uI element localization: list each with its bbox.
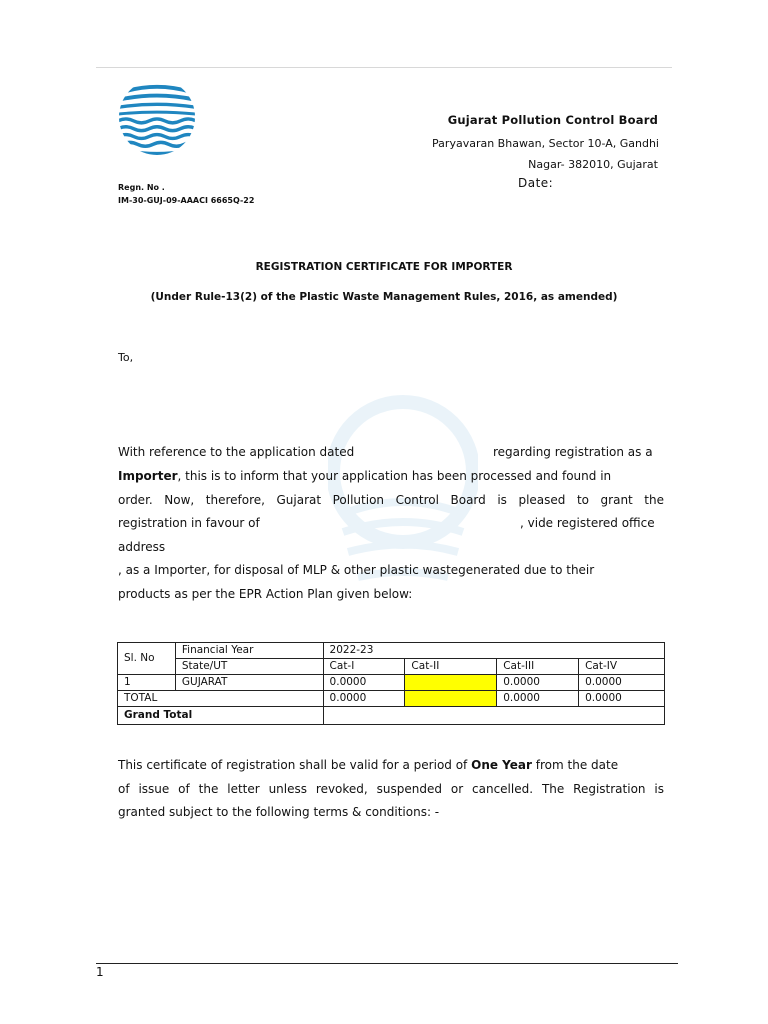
- header-financial-year: Financial Year: [175, 643, 323, 659]
- certificate-title: REGISTRATION CERTIFICATE FOR IMPORTER: [255, 261, 513, 273]
- gpcb-logo: [118, 78, 196, 156]
- board-name: Gujarat Pollution Control Board: [447, 113, 658, 127]
- epr-target-table: [117, 642, 665, 725]
- table-row: [118, 675, 665, 691]
- address-line-1: Paryavaran Bhawan, Sector 10-A, Gandhi: [432, 137, 659, 150]
- body-line-6: , as a Importer, for disposal of MLP & other plastic wastegenerated due to their: [118, 563, 595, 577]
- validity-line-1: [118, 754, 664, 778]
- header-cat-3: Cat-III: [497, 659, 579, 675]
- body-line-2: [118, 465, 664, 489]
- row1-state: GUJARAT: [175, 675, 323, 691]
- total-cat-4: 0.0000: [579, 691, 665, 707]
- validity-line-2: of issue of the letter unless revoked, suspended or cancelled. The Registration is: [118, 782, 664, 796]
- row1-cat-3: 0.0000: [497, 675, 579, 691]
- row1-slno: 1: [118, 675, 176, 691]
- table-row: [118, 643, 665, 659]
- certificate-subtitle: (Under Rule-13(2) of the Plastic Waste Management Rules, 2016, as amended): [150, 291, 618, 303]
- grand-total-label: Grand Total: [118, 707, 324, 725]
- header-cat-4: Cat-IV: [579, 659, 665, 675]
- body-line-1b: regarding registration as a: [493, 445, 653, 459]
- importer-term: Importer: [118, 469, 178, 483]
- body-line-7: products as per the EPR Action Plan given below:: [118, 587, 413, 601]
- footer-divider: [96, 963, 678, 964]
- salutation: To,: [118, 351, 134, 364]
- total-cat-2: [405, 691, 497, 707]
- total-cat-3: 0.0000: [497, 691, 579, 707]
- total-label: TOTAL: [118, 691, 324, 707]
- body-line-1a: With reference to the application dated: [118, 445, 355, 459]
- validity-period: One Year: [471, 758, 532, 772]
- body-line-5: address: [118, 540, 166, 554]
- row1-cat-4: 0.0000: [579, 675, 665, 691]
- registration-label: Regn. No .: [118, 183, 165, 192]
- body-line-4b: , vide registered office: [520, 516, 655, 530]
- date-label: Date:: [518, 176, 554, 190]
- validity-text-c: from the date: [535, 758, 619, 772]
- row1-cat-2: [405, 675, 497, 691]
- header-divider: [96, 67, 672, 68]
- validity-text-a: This certificate of registration shall be valid for a period of: [118, 758, 468, 772]
- table-row: [118, 691, 665, 707]
- table-row: [118, 659, 665, 675]
- header-state: State/UT: [175, 659, 323, 675]
- header-cat-2: Cat-II: [405, 659, 497, 675]
- page-number: 1: [96, 965, 104, 979]
- row1-cat-1: 0.0000: [323, 675, 405, 691]
- financial-year-value: 2022-23: [323, 643, 664, 659]
- header-cat-1: Cat-I: [323, 659, 405, 675]
- body-line-2-rest: , this is to inform that your application has been processed and found in: [177, 469, 612, 483]
- table-row: [118, 707, 665, 725]
- validity-line-3: granted subject to the following terms & conditions: -: [118, 805, 440, 819]
- body-line-3: order. Now, therefore, Gujarat Pollution Control Board is pleased to grant the: [118, 493, 664, 507]
- header-slno: Sl. No: [118, 643, 176, 675]
- address-line-2: Nagar- 382010, Gujarat: [528, 158, 658, 171]
- body-line-4a: registration in favour of: [118, 516, 260, 530]
- total-cat-1: 0.0000: [323, 691, 405, 707]
- grand-total-value: [323, 707, 664, 725]
- registration-number: IM-30-GUJ-09-AAACI 6665Q-22: [118, 196, 255, 205]
